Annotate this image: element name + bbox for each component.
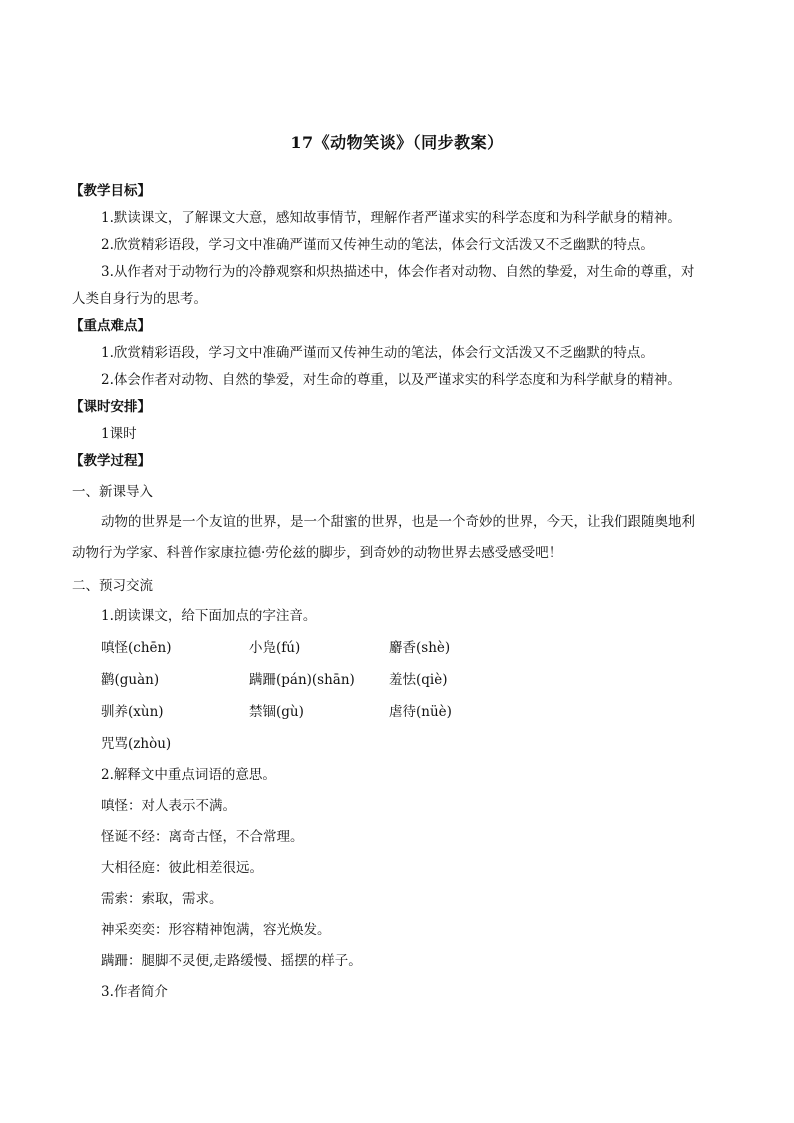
schedule-text: 1课时 — [101, 426, 137, 442]
goal-item-3-continued: 人类自身行为的思考。 — [72, 291, 207, 307]
term-definition: 怪诞不经：离奇古怪，不合常理。 — [101, 829, 304, 845]
section-1-title: 一、新课导入 — [72, 484, 153, 500]
section-2-title: 二、预习交流 — [72, 578, 153, 594]
pinyin-item: 禁锢(gù) — [249, 704, 304, 720]
pinyin-item: 羞怯(qiè) — [389, 672, 448, 688]
term-definition: 大相径庭：彼此相差很远。 — [101, 860, 263, 876]
pinyin-item: 小凫(fú) — [249, 640, 301, 656]
goal-item-2: 2.欣赏精彩语段，学习文中准确严谨而又传神生动的笔法，体会行文活泼又不乏幽默的特点。 — [101, 237, 654, 253]
section-1-text: 动物的世界是一个友谊的世界，是一个甜蜜的世界，也是一个奇妙的世界，今天，让我们跟随奥地利 — [101, 514, 695, 530]
pinyin-row — [101, 728, 732, 760]
pinyin-item: 麝香(shè) — [389, 640, 451, 656]
goal-item-3: 3.从作者对于动物行为的冷静观察和炽热描述中，体会作者对动物、自然的挚爱，对生命的尊重，对 — [101, 264, 695, 280]
pinyin-item: 咒骂(zhòu) — [101, 736, 172, 752]
goal-item-1: 1.默读课文，了解课文大意，感知故事情节，理解作者严谨求实的科学态度和为科学献身的精神。 — [101, 210, 681, 226]
key-item-2: 2.体会作者对动物、自然的挚爱，对生命的尊重，以及严谨求实的科学态度和为科学献身的精神。 — [101, 372, 681, 388]
term-definition: 需索：索取，需求。 — [101, 891, 223, 907]
pinyin-row — [101, 696, 732, 728]
question-2: 2.解释文中重点词语的意思。 — [101, 767, 276, 783]
term-definition: 神采奕奕：形容精神饱满，容光焕发。 — [101, 922, 331, 938]
section-1-text-continued: 动物行为学家、科普作家康拉德·劳伦兹的脚步，到奇妙的动物世界去感受感受吧！ — [72, 545, 563, 561]
term-definition: 嗔怪：对人表示不满。 — [101, 798, 236, 814]
pinyin-item: 驯养(xùn) — [101, 704, 164, 720]
key-heading: 【重点难点】 — [70, 318, 151, 334]
schedule-heading: 【课时安排】 — [70, 399, 151, 415]
pinyin-row — [101, 664, 732, 696]
process-heading: 【教学过程】 — [70, 453, 151, 469]
pinyin-item: 嗔怪(chēn) — [101, 640, 172, 656]
goals-heading: 【教学目标】 — [70, 183, 151, 199]
pinyin-item: 虐待(nüè) — [389, 704, 452, 720]
pinyin-item: 蹒跚(pán)(shān) — [249, 672, 355, 688]
document-body — [72, 178, 732, 1008]
pinyin-item: 鹳(guàn) — [101, 672, 160, 688]
term-definition: 蹒跚：腿脚不灵便,走路缓慢、摇摆的样子。 — [101, 953, 362, 969]
question-1: 1.朗读课文，给下面加点的字注音。 — [101, 608, 317, 624]
question-3: 3.作者简介 — [101, 984, 168, 1000]
document-title: 17《动物笑谈》（同步教案） — [290, 133, 504, 152]
pinyin-row — [101, 632, 732, 664]
key-item-1: 1.欣赏精彩语段，学习文中准确严谨而又传神生动的笔法，体会行文活泼又不乏幽默的特点。 — [101, 345, 654, 361]
